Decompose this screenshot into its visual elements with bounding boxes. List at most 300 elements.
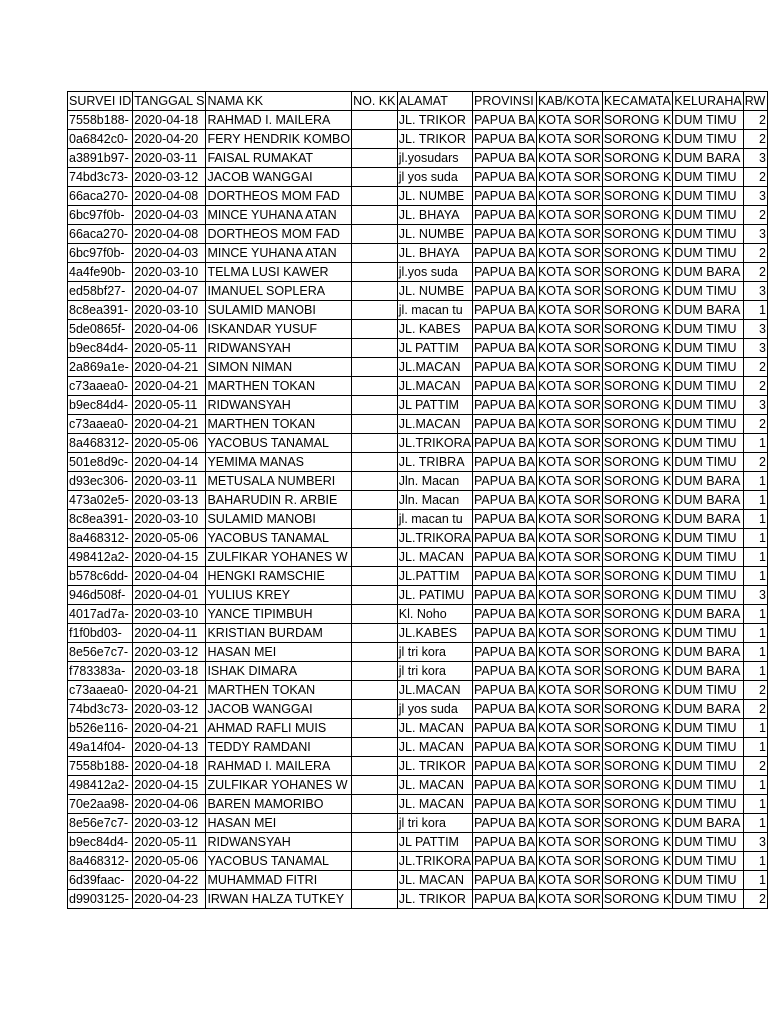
cell-rw[interactable]: 2 bbox=[743, 681, 767, 700]
cell-kecamatan[interactable]: SORONG K bbox=[602, 149, 672, 168]
cell-tanggal[interactable]: 2020-04-18 bbox=[133, 111, 206, 130]
cell-alamat[interactable]: Kl. Noho bbox=[397, 605, 472, 624]
cell-alamat[interactable]: JL. TRIKOR bbox=[397, 130, 472, 149]
cell-alamat[interactable]: JL. MACAN bbox=[397, 719, 472, 738]
cell-no-kk[interactable] bbox=[352, 719, 398, 738]
cell-kecamatan[interactable]: SORONG K bbox=[602, 814, 672, 833]
cell-provinsi[interactable]: PAPUA BA bbox=[473, 719, 537, 738]
cell-kab-kota[interactable]: KOTA SOR bbox=[536, 377, 602, 396]
cell-no-kk[interactable] bbox=[352, 111, 398, 130]
cell-kab-kota[interactable]: KOTA SOR bbox=[536, 795, 602, 814]
cell-kelurahan[interactable]: DUM BARA bbox=[673, 472, 743, 491]
cell-alamat[interactable]: Jln. Macan bbox=[397, 491, 472, 510]
cell-provinsi[interactable]: PAPUA BA bbox=[473, 681, 537, 700]
cell-alamat[interactable]: JL PATTIM bbox=[397, 833, 472, 852]
cell-rw[interactable]: 1 bbox=[743, 624, 767, 643]
cell-no-kk[interactable] bbox=[352, 624, 398, 643]
cell-tanggal[interactable]: 2020-04-15 bbox=[133, 548, 206, 567]
cell-tanggal[interactable]: 2020-04-13 bbox=[133, 738, 206, 757]
cell-kelurahan[interactable]: DUM TIMU bbox=[673, 852, 743, 871]
header-cell-kelurahan[interactable]: KELURAHA bbox=[673, 92, 743, 111]
cell-kelurahan[interactable]: DUM BARA bbox=[673, 263, 743, 282]
cell-no-kk[interactable] bbox=[352, 681, 398, 700]
cell-alamat[interactable]: JL. MACAN bbox=[397, 738, 472, 757]
cell-no-kk[interactable] bbox=[352, 700, 398, 719]
cell-alamat[interactable]: JL. KABES bbox=[397, 320, 472, 339]
cell-no-kk[interactable] bbox=[352, 643, 398, 662]
cell-alamat[interactable]: jl yos suda bbox=[397, 168, 472, 187]
cell-kab-kota[interactable]: KOTA SOR bbox=[536, 244, 602, 263]
cell-rw[interactable]: 2 bbox=[743, 890, 767, 909]
cell-rw[interactable]: 2 bbox=[743, 130, 767, 149]
cell-provinsi[interactable]: PAPUA BA bbox=[473, 282, 537, 301]
cell-tanggal[interactable]: 2020-03-18 bbox=[133, 662, 206, 681]
cell-provinsi[interactable]: PAPUA BA bbox=[473, 472, 537, 491]
cell-tanggal[interactable]: 2020-03-12 bbox=[133, 814, 206, 833]
cell-kelurahan[interactable]: DUM TIMU bbox=[673, 187, 743, 206]
cell-kecamatan[interactable]: SORONG K bbox=[602, 244, 672, 263]
cell-rw[interactable]: 1 bbox=[743, 491, 767, 510]
cell-survei-id[interactable]: 74bd3c73- bbox=[68, 168, 133, 187]
cell-tanggal[interactable]: 2020-04-23 bbox=[133, 890, 206, 909]
cell-kecamatan[interactable]: SORONG K bbox=[602, 339, 672, 358]
cell-provinsi[interactable]: PAPUA BA bbox=[473, 358, 537, 377]
cell-no-kk[interactable] bbox=[352, 510, 398, 529]
cell-nama-kk[interactable]: MARTHEN TOKAN bbox=[206, 377, 352, 396]
cell-kecamatan[interactable]: SORONG K bbox=[602, 377, 672, 396]
cell-nama-kk[interactable]: BAREN MAMORIBO bbox=[206, 795, 352, 814]
cell-tanggal[interactable]: 2020-05-06 bbox=[133, 852, 206, 871]
cell-survei-id[interactable]: 7558b188- bbox=[68, 757, 133, 776]
cell-tanggal[interactable]: 2020-04-04 bbox=[133, 567, 206, 586]
cell-kab-kota[interactable]: KOTA SOR bbox=[536, 320, 602, 339]
cell-provinsi[interactable]: PAPUA BA bbox=[473, 396, 537, 415]
cell-tanggal[interactable]: 2020-03-12 bbox=[133, 168, 206, 187]
cell-kelurahan[interactable]: DUM TIMU bbox=[673, 320, 743, 339]
cell-provinsi[interactable]: PAPUA BA bbox=[473, 111, 537, 130]
cell-nama-kk[interactable]: DORTHEOS MOM FAD bbox=[206, 187, 352, 206]
cell-provinsi[interactable]: PAPUA BA bbox=[473, 377, 537, 396]
cell-nama-kk[interactable]: MARTHEN TOKAN bbox=[206, 681, 352, 700]
cell-survei-id[interactable]: 8a468312- bbox=[68, 852, 133, 871]
cell-survei-id[interactable]: 49a14f04- bbox=[68, 738, 133, 757]
cell-kelurahan[interactable]: DUM BARA bbox=[673, 662, 743, 681]
cell-kab-kota[interactable]: KOTA SOR bbox=[536, 738, 602, 757]
cell-survei-id[interactable]: 8a468312- bbox=[68, 529, 133, 548]
cell-provinsi[interactable]: PAPUA BA bbox=[473, 624, 537, 643]
cell-nama-kk[interactable]: FERY HENDRIK KOMBO bbox=[206, 130, 352, 149]
cell-survei-id[interactable]: b578c6dd- bbox=[68, 567, 133, 586]
cell-alamat[interactable]: JL PATTIM bbox=[397, 396, 472, 415]
cell-tanggal[interactable]: 2020-04-06 bbox=[133, 320, 206, 339]
cell-no-kk[interactable] bbox=[352, 852, 398, 871]
cell-kab-kota[interactable]: KOTA SOR bbox=[536, 149, 602, 168]
cell-alamat[interactable]: JL. NUMBE bbox=[397, 225, 472, 244]
cell-kecamatan[interactable]: SORONG K bbox=[602, 567, 672, 586]
cell-nama-kk[interactable]: SIMON NIMAN bbox=[206, 358, 352, 377]
cell-nama-kk[interactable]: JACOB WANGGAI bbox=[206, 168, 352, 187]
cell-kab-kota[interactable]: KOTA SOR bbox=[536, 434, 602, 453]
cell-alamat[interactable]: JL. NUMBE bbox=[397, 282, 472, 301]
cell-tanggal[interactable]: 2020-03-10 bbox=[133, 510, 206, 529]
cell-kelurahan[interactable]: DUM TIMU bbox=[673, 206, 743, 225]
cell-survei-id[interactable]: d9903125- bbox=[68, 890, 133, 909]
cell-survei-id[interactable]: 8e56e7c7- bbox=[68, 814, 133, 833]
cell-nama-kk[interactable]: YANCE TIPIMBUH bbox=[206, 605, 352, 624]
cell-kecamatan[interactable]: SORONG K bbox=[602, 795, 672, 814]
cell-provinsi[interactable]: PAPUA BA bbox=[473, 814, 537, 833]
cell-kelurahan[interactable]: DUM TIMU bbox=[673, 757, 743, 776]
cell-alamat[interactable]: jl.yosudars bbox=[397, 149, 472, 168]
cell-kecamatan[interactable]: SORONG K bbox=[602, 643, 672, 662]
cell-nama-kk[interactable]: ZULFIKAR YOHANES W bbox=[206, 776, 352, 795]
cell-alamat[interactable]: jl. macan tu bbox=[397, 301, 472, 320]
header-cell-tanggal[interactable]: TANGGAL S bbox=[133, 92, 206, 111]
cell-kab-kota[interactable]: KOTA SOR bbox=[536, 339, 602, 358]
cell-kelurahan[interactable]: DUM TIMU bbox=[673, 358, 743, 377]
cell-no-kk[interactable] bbox=[352, 244, 398, 263]
cell-kecamatan[interactable]: SORONG K bbox=[602, 282, 672, 301]
cell-rw[interactable]: 1 bbox=[743, 567, 767, 586]
cell-kab-kota[interactable]: KOTA SOR bbox=[536, 643, 602, 662]
cell-kab-kota[interactable]: KOTA SOR bbox=[536, 491, 602, 510]
cell-survei-id[interactable]: 8c8ea391- bbox=[68, 510, 133, 529]
cell-kab-kota[interactable]: KOTA SOR bbox=[536, 263, 602, 282]
cell-rw[interactable]: 1 bbox=[743, 605, 767, 624]
cell-survei-id[interactable]: 66aca270- bbox=[68, 187, 133, 206]
cell-survei-id[interactable]: 74bd3c73- bbox=[68, 700, 133, 719]
cell-rw[interactable]: 3 bbox=[743, 187, 767, 206]
cell-kelurahan[interactable]: DUM TIMU bbox=[673, 529, 743, 548]
cell-tanggal[interactable]: 2020-03-10 bbox=[133, 605, 206, 624]
cell-alamat[interactable]: JL. MACAN bbox=[397, 871, 472, 890]
cell-survei-id[interactable]: 498412a2- bbox=[68, 548, 133, 567]
cell-survei-id[interactable]: b9ec84d4- bbox=[68, 396, 133, 415]
cell-kab-kota[interactable]: KOTA SOR bbox=[536, 719, 602, 738]
cell-rw[interactable]: 2 bbox=[743, 168, 767, 187]
cell-rw[interactable]: 1 bbox=[743, 776, 767, 795]
cell-alamat[interactable]: JL.TRIKORA bbox=[397, 852, 472, 871]
cell-survei-id[interactable]: b526e116- bbox=[68, 719, 133, 738]
cell-tanggal[interactable]: 2020-05-06 bbox=[133, 434, 206, 453]
cell-kecamatan[interactable]: SORONG K bbox=[602, 510, 672, 529]
cell-nama-kk[interactable]: IMANUEL SOPLERA bbox=[206, 282, 352, 301]
cell-kelurahan[interactable]: DUM BARA bbox=[673, 814, 743, 833]
cell-provinsi[interactable]: PAPUA BA bbox=[473, 301, 537, 320]
cell-kab-kota[interactable]: KOTA SOR bbox=[536, 833, 602, 852]
cell-nama-kk[interactable]: MINCE YUHANA ATAN bbox=[206, 244, 352, 263]
cell-kecamatan[interactable]: SORONG K bbox=[602, 453, 672, 472]
cell-alamat[interactable]: JL. MACAN bbox=[397, 795, 472, 814]
cell-kelurahan[interactable]: DUM BARA bbox=[673, 700, 743, 719]
cell-nama-kk[interactable]: MINCE YUHANA ATAN bbox=[206, 206, 352, 225]
cell-kelurahan[interactable]: DUM TIMU bbox=[673, 548, 743, 567]
cell-kelurahan[interactable]: DUM TIMU bbox=[673, 396, 743, 415]
cell-provinsi[interactable]: PAPUA BA bbox=[473, 776, 537, 795]
cell-tanggal[interactable]: 2020-05-11 bbox=[133, 833, 206, 852]
cell-nama-kk[interactable]: HASAN MEI bbox=[206, 643, 352, 662]
cell-provinsi[interactable]: PAPUA BA bbox=[473, 453, 537, 472]
cell-kecamatan[interactable]: SORONG K bbox=[602, 605, 672, 624]
cell-no-kk[interactable] bbox=[352, 871, 398, 890]
cell-survei-id[interactable]: 8c8ea391- bbox=[68, 301, 133, 320]
cell-kab-kota[interactable]: KOTA SOR bbox=[536, 225, 602, 244]
cell-rw[interactable]: 1 bbox=[743, 510, 767, 529]
cell-rw[interactable]: 3 bbox=[743, 149, 767, 168]
cell-rw[interactable]: 1 bbox=[743, 472, 767, 491]
header-cell-survei-id[interactable]: SURVEI ID bbox=[68, 92, 133, 111]
cell-survei-id[interactable]: 4017ad7a- bbox=[68, 605, 133, 624]
header-cell-provinsi[interactable]: PROVINSI bbox=[473, 92, 537, 111]
cell-no-kk[interactable] bbox=[352, 814, 398, 833]
cell-kecamatan[interactable]: SORONG K bbox=[602, 187, 672, 206]
cell-no-kk[interactable] bbox=[352, 149, 398, 168]
cell-provinsi[interactable]: PAPUA BA bbox=[473, 890, 537, 909]
cell-no-kk[interactable] bbox=[352, 472, 398, 491]
cell-kelurahan[interactable]: DUM TIMU bbox=[673, 415, 743, 434]
cell-kelurahan[interactable]: DUM TIMU bbox=[673, 111, 743, 130]
cell-alamat[interactable]: JL. TRIKOR bbox=[397, 111, 472, 130]
cell-kab-kota[interactable]: KOTA SOR bbox=[536, 776, 602, 795]
cell-kecamatan[interactable]: SORONG K bbox=[602, 434, 672, 453]
cell-no-kk[interactable] bbox=[352, 263, 398, 282]
cell-alamat[interactable]: JL. BHAYA bbox=[397, 244, 472, 263]
cell-rw[interactable]: 2 bbox=[743, 111, 767, 130]
cell-kecamatan[interactable]: SORONG K bbox=[602, 700, 672, 719]
cell-rw[interactable]: 3 bbox=[743, 586, 767, 605]
cell-kab-kota[interactable]: KOTA SOR bbox=[536, 168, 602, 187]
cell-survei-id[interactable]: c73aaea0- bbox=[68, 681, 133, 700]
cell-no-kk[interactable] bbox=[352, 339, 398, 358]
header-cell-rw[interactable]: RW bbox=[743, 92, 767, 111]
cell-kecamatan[interactable]: SORONG K bbox=[602, 358, 672, 377]
cell-no-kk[interactable] bbox=[352, 320, 398, 339]
cell-alamat[interactable]: JL.TRIKORA bbox=[397, 529, 472, 548]
cell-kab-kota[interactable]: KOTA SOR bbox=[536, 510, 602, 529]
cell-tanggal[interactable]: 2020-04-08 bbox=[133, 225, 206, 244]
cell-kab-kota[interactable]: KOTA SOR bbox=[536, 187, 602, 206]
cell-tanggal[interactable]: 2020-03-10 bbox=[133, 301, 206, 320]
cell-no-kk[interactable] bbox=[352, 586, 398, 605]
cell-kecamatan[interactable]: SORONG K bbox=[602, 472, 672, 491]
cell-rw[interactable]: 1 bbox=[743, 643, 767, 662]
cell-kelurahan[interactable]: DUM BARA bbox=[673, 491, 743, 510]
cell-tanggal[interactable]: 2020-04-15 bbox=[133, 776, 206, 795]
cell-tanggal[interactable]: 2020-04-07 bbox=[133, 282, 206, 301]
cell-rw[interactable]: 3 bbox=[743, 339, 767, 358]
cell-no-kk[interactable] bbox=[352, 890, 398, 909]
cell-nama-kk[interactable]: RIDWANSYAH bbox=[206, 339, 352, 358]
cell-kelurahan[interactable]: DUM TIMU bbox=[673, 282, 743, 301]
cell-rw[interactable]: 1 bbox=[743, 852, 767, 871]
cell-survei-id[interactable]: c73aaea0- bbox=[68, 377, 133, 396]
cell-tanggal[interactable]: 2020-03-10 bbox=[133, 263, 206, 282]
cell-rw[interactable]: 3 bbox=[743, 396, 767, 415]
cell-kecamatan[interactable]: SORONG K bbox=[602, 776, 672, 795]
cell-alamat[interactable]: jl tri kora bbox=[397, 814, 472, 833]
cell-nama-kk[interactable]: TELMA LUSI KAWER bbox=[206, 263, 352, 282]
cell-kecamatan[interactable]: SORONG K bbox=[602, 396, 672, 415]
cell-provinsi[interactable]: PAPUA BA bbox=[473, 130, 537, 149]
cell-kab-kota[interactable]: KOTA SOR bbox=[536, 662, 602, 681]
cell-provinsi[interactable]: PAPUA BA bbox=[473, 263, 537, 282]
cell-no-kk[interactable] bbox=[352, 225, 398, 244]
cell-kecamatan[interactable]: SORONG K bbox=[602, 757, 672, 776]
cell-alamat[interactable]: JL. TRIBRA bbox=[397, 453, 472, 472]
cell-kelurahan[interactable]: DUM TIMU bbox=[673, 624, 743, 643]
cell-tanggal[interactable]: 2020-05-11 bbox=[133, 396, 206, 415]
cell-kab-kota[interactable]: KOTA SOR bbox=[536, 890, 602, 909]
cell-provinsi[interactable]: PAPUA BA bbox=[473, 491, 537, 510]
cell-no-kk[interactable] bbox=[352, 757, 398, 776]
cell-no-kk[interactable] bbox=[352, 833, 398, 852]
cell-nama-kk[interactable]: FAISAL RUMAKAT bbox=[206, 149, 352, 168]
cell-provinsi[interactable]: PAPUA BA bbox=[473, 548, 537, 567]
cell-no-kk[interactable] bbox=[352, 187, 398, 206]
cell-kecamatan[interactable]: SORONG K bbox=[602, 111, 672, 130]
cell-no-kk[interactable] bbox=[352, 795, 398, 814]
cell-kecamatan[interactable]: SORONG K bbox=[602, 586, 672, 605]
cell-kelurahan[interactable]: DUM TIMU bbox=[673, 130, 743, 149]
cell-alamat[interactable]: JL. BHAYA bbox=[397, 206, 472, 225]
cell-kelurahan[interactable]: DUM TIMU bbox=[673, 586, 743, 605]
cell-provinsi[interactable]: PAPUA BA bbox=[473, 643, 537, 662]
cell-kecamatan[interactable]: SORONG K bbox=[602, 168, 672, 187]
cell-provinsi[interactable]: PAPUA BA bbox=[473, 586, 537, 605]
cell-alamat[interactable]: JL.MACAN bbox=[397, 358, 472, 377]
cell-provinsi[interactable]: PAPUA BA bbox=[473, 168, 537, 187]
cell-kecamatan[interactable]: SORONG K bbox=[602, 890, 672, 909]
cell-tanggal[interactable]: 2020-04-03 bbox=[133, 244, 206, 263]
cell-kab-kota[interactable]: KOTA SOR bbox=[536, 130, 602, 149]
cell-provinsi[interactable]: PAPUA BA bbox=[473, 795, 537, 814]
cell-kecamatan[interactable]: SORONG K bbox=[602, 548, 672, 567]
cell-no-kk[interactable] bbox=[352, 434, 398, 453]
cell-kelurahan[interactable]: DUM TIMU bbox=[673, 244, 743, 263]
cell-survei-id[interactable]: f1f0bd03- bbox=[68, 624, 133, 643]
cell-provinsi[interactable]: PAPUA BA bbox=[473, 738, 537, 757]
header-cell-kab-kota[interactable]: KAB/KOTA bbox=[536, 92, 602, 111]
cell-kelurahan[interactable]: DUM TIMU bbox=[673, 377, 743, 396]
cell-kelurahan[interactable]: DUM BARA bbox=[673, 149, 743, 168]
cell-provinsi[interactable]: PAPUA BA bbox=[473, 149, 537, 168]
cell-kecamatan[interactable]: SORONG K bbox=[602, 719, 672, 738]
cell-kecamatan[interactable]: SORONG K bbox=[602, 852, 672, 871]
cell-alamat[interactable]: JL.KABES bbox=[397, 624, 472, 643]
cell-kelurahan[interactable]: DUM BARA bbox=[673, 301, 743, 320]
cell-tanggal[interactable]: 2020-04-21 bbox=[133, 681, 206, 700]
cell-nama-kk[interactable]: YACOBUS TANAMAL bbox=[206, 434, 352, 453]
cell-alamat[interactable]: JL. MACAN bbox=[397, 548, 472, 567]
cell-tanggal[interactable]: 2020-04-21 bbox=[133, 377, 206, 396]
cell-alamat[interactable]: JL. TRIKOR bbox=[397, 757, 472, 776]
cell-provinsi[interactable]: PAPUA BA bbox=[473, 206, 537, 225]
cell-kecamatan[interactable]: SORONG K bbox=[602, 225, 672, 244]
cell-rw[interactable]: 2 bbox=[743, 244, 767, 263]
header-cell-no-kk[interactable]: NO. KK bbox=[352, 92, 398, 111]
cell-survei-id[interactable]: ed58bf27- bbox=[68, 282, 133, 301]
cell-nama-kk[interactable]: RIDWANSYAH bbox=[206, 833, 352, 852]
cell-tanggal[interactable]: 2020-04-06 bbox=[133, 795, 206, 814]
cell-nama-kk[interactable]: TEDDY RAMDANI bbox=[206, 738, 352, 757]
cell-survei-id[interactable]: 7558b188- bbox=[68, 111, 133, 130]
cell-tanggal[interactable]: 2020-04-18 bbox=[133, 757, 206, 776]
cell-provinsi[interactable]: PAPUA BA bbox=[473, 605, 537, 624]
cell-no-kk[interactable] bbox=[352, 738, 398, 757]
cell-kelurahan[interactable]: DUM TIMU bbox=[673, 339, 743, 358]
cell-survei-id[interactable]: f783383a- bbox=[68, 662, 133, 681]
cell-kelurahan[interactable]: DUM TIMU bbox=[673, 225, 743, 244]
cell-nama-kk[interactable]: YACOBUS TANAMAL bbox=[206, 529, 352, 548]
cell-survei-id[interactable]: 8a468312- bbox=[68, 434, 133, 453]
cell-rw[interactable]: 3 bbox=[743, 320, 767, 339]
cell-tanggal[interactable]: 2020-04-14 bbox=[133, 453, 206, 472]
cell-kelurahan[interactable]: DUM TIMU bbox=[673, 871, 743, 890]
cell-provinsi[interactable]: PAPUA BA bbox=[473, 415, 537, 434]
cell-survei-id[interactable]: d93ec306- bbox=[68, 472, 133, 491]
cell-nama-kk[interactable]: RAHMAD I. MAILERA bbox=[206, 757, 352, 776]
cell-kecamatan[interactable]: SORONG K bbox=[602, 738, 672, 757]
cell-no-kk[interactable] bbox=[352, 168, 398, 187]
cell-kelurahan[interactable]: DUM BARA bbox=[673, 643, 743, 662]
cell-nama-kk[interactable]: RIDWANSYAH bbox=[206, 396, 352, 415]
cell-provinsi[interactable]: PAPUA BA bbox=[473, 434, 537, 453]
cell-provinsi[interactable]: PAPUA BA bbox=[473, 871, 537, 890]
cell-kab-kota[interactable]: KOTA SOR bbox=[536, 206, 602, 225]
cell-kab-kota[interactable]: KOTA SOR bbox=[536, 529, 602, 548]
cell-nama-kk[interactable]: KRISTIAN BURDAM bbox=[206, 624, 352, 643]
cell-survei-id[interactable]: 501e8d9c- bbox=[68, 453, 133, 472]
cell-nama-kk[interactable]: MARTHEN TOKAN bbox=[206, 415, 352, 434]
cell-kecamatan[interactable]: SORONG K bbox=[602, 662, 672, 681]
cell-kab-kota[interactable]: KOTA SOR bbox=[536, 567, 602, 586]
cell-kab-kota[interactable]: KOTA SOR bbox=[536, 396, 602, 415]
header-cell-nama-kk[interactable]: NAMA KK bbox=[206, 92, 352, 111]
cell-survei-id[interactable]: 0a6842c0- bbox=[68, 130, 133, 149]
cell-survei-id[interactable]: b9ec84d4- bbox=[68, 339, 133, 358]
cell-kecamatan[interactable]: SORONG K bbox=[602, 833, 672, 852]
cell-no-kk[interactable] bbox=[352, 605, 398, 624]
cell-tanggal[interactable]: 2020-03-11 bbox=[133, 472, 206, 491]
cell-nama-kk[interactable]: RAHMAD I. MAILERA bbox=[206, 111, 352, 130]
cell-rw[interactable]: 2 bbox=[743, 263, 767, 282]
cell-tanggal[interactable]: 2020-05-06 bbox=[133, 529, 206, 548]
cell-kab-kota[interactable]: KOTA SOR bbox=[536, 681, 602, 700]
cell-nama-kk[interactable]: BAHARUDIN R. ARBIE bbox=[206, 491, 352, 510]
header-cell-alamat[interactable]: ALAMAT bbox=[397, 92, 472, 111]
cell-provinsi[interactable]: PAPUA BA bbox=[473, 225, 537, 244]
cell-kab-kota[interactable]: KOTA SOR bbox=[536, 605, 602, 624]
cell-kab-kota[interactable]: KOTA SOR bbox=[536, 415, 602, 434]
cell-rw[interactable]: 1 bbox=[743, 814, 767, 833]
cell-provinsi[interactable]: PAPUA BA bbox=[473, 244, 537, 263]
cell-rw[interactable]: 2 bbox=[743, 377, 767, 396]
cell-no-kk[interactable] bbox=[352, 529, 398, 548]
cell-alamat[interactable]: jl tri kora bbox=[397, 662, 472, 681]
cell-tanggal[interactable]: 2020-04-22 bbox=[133, 871, 206, 890]
cell-rw[interactable]: 1 bbox=[743, 301, 767, 320]
cell-kelurahan[interactable]: DUM TIMU bbox=[673, 453, 743, 472]
cell-rw[interactable]: 2 bbox=[743, 757, 767, 776]
cell-nama-kk[interactable]: AHMAD RAFLI MUIS bbox=[206, 719, 352, 738]
cell-kelurahan[interactable]: DUM TIMU bbox=[673, 434, 743, 453]
cell-tanggal[interactable]: 2020-04-21 bbox=[133, 719, 206, 738]
cell-nama-kk[interactable]: YEMIMA MANAS bbox=[206, 453, 352, 472]
cell-no-kk[interactable] bbox=[352, 548, 398, 567]
cell-tanggal[interactable]: 2020-04-20 bbox=[133, 130, 206, 149]
cell-survei-id[interactable]: 6d39faac- bbox=[68, 871, 133, 890]
cell-no-kk[interactable] bbox=[352, 377, 398, 396]
